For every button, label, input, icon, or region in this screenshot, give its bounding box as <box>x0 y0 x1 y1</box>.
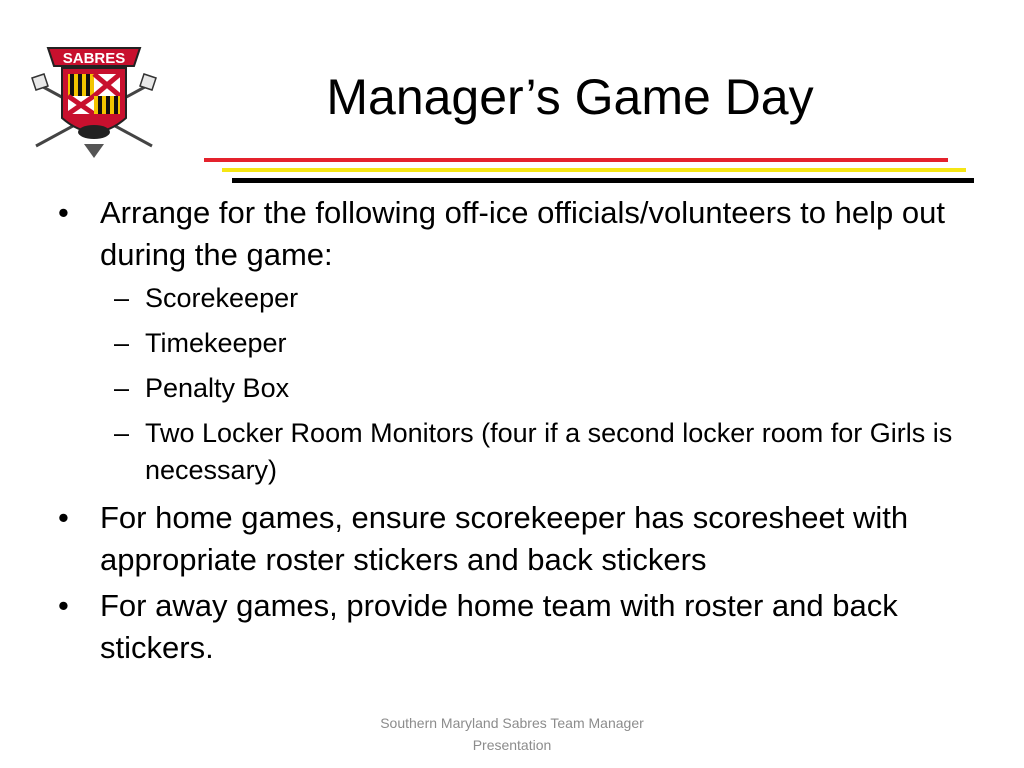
sub-item-text: Timekeeper <box>145 328 287 358</box>
dash-icon: – <box>114 283 130 313</box>
bullet-text-1: Arrange for the following off-ice officials/volunteers to help out during the game: <box>100 195 945 272</box>
sabres-logo <box>24 34 164 164</box>
dash-icon: – <box>114 418 130 448</box>
sub-item-text: Two Locker Room Monitors (four if a second locker room for Girls is necessary) <box>145 418 953 485</box>
bullet-text-2: For home games, ensure scorekeeper has scoresheet with appropriate roster stickers and back stickers <box>100 500 909 577</box>
bullet-item-2 <box>58 497 958 581</box>
bullet-dot-icon: • <box>58 500 69 535</box>
sabres-crest-icon <box>24 34 164 164</box>
underline-red <box>204 158 948 162</box>
sub-item-text: Penalty Box <box>145 373 290 403</box>
sub-item-2 <box>100 325 958 362</box>
sub-item-text: Scorekeeper <box>145 283 299 313</box>
sub-item-4 <box>100 415 958 489</box>
sub-item-1 <box>100 280 958 317</box>
sub-list <box>100 280 958 489</box>
slide-title: Manager’s Game Day <box>326 69 814 125</box>
bullet-dot-icon: • <box>58 588 69 623</box>
svg-text:SABRES: SABRES <box>62 50 126 67</box>
underline-black <box>232 178 974 183</box>
dash-icon: – <box>114 373 130 403</box>
bullet-item-1 <box>58 192 958 489</box>
bullet-text-3: For away games, provide home team with roster and back stickers. <box>100 588 898 665</box>
sub-item-3 <box>100 370 958 407</box>
title-underline <box>204 156 976 186</box>
underline-yellow <box>222 168 966 172</box>
bullet-list <box>58 192 958 673</box>
dash-icon: – <box>114 328 130 358</box>
bullet-item-3 <box>58 585 958 669</box>
slide-footer: Southern Maryland Sabres Team Manager Presentation <box>380 715 644 753</box>
bullet-dot-icon: • <box>58 195 69 230</box>
